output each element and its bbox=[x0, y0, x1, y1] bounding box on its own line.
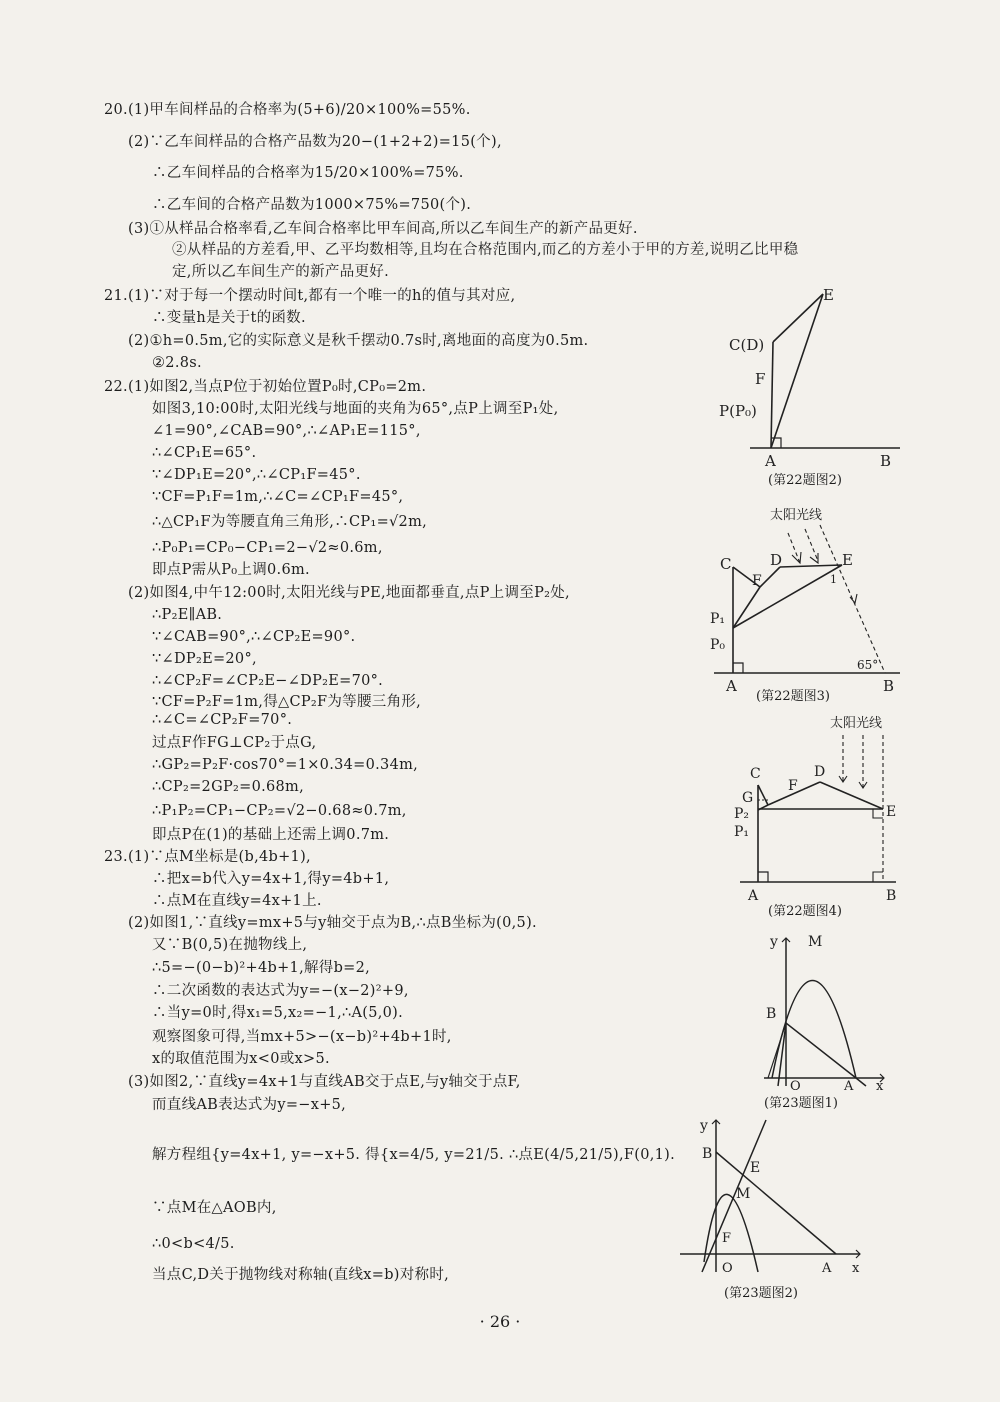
label-b: B bbox=[766, 1006, 777, 1022]
label-cd: C(D) bbox=[729, 336, 765, 354]
sunlight-label: 太阳光线 bbox=[770, 508, 823, 523]
q22-line: ∴∠C=∠CP₂F=70°. bbox=[152, 712, 293, 728]
label-o: O bbox=[722, 1261, 733, 1276]
figure-22-4 bbox=[728, 710, 908, 919]
label-e: E bbox=[842, 551, 853, 569]
q23-line: 当点C,D关于抛物线对称轴(直线x=b)对称时, bbox=[152, 1267, 450, 1283]
q23-line: 观察图象可得,当mx+5>−(x−b)²+4b+1时, bbox=[152, 1029, 452, 1045]
q22-line: 如图3,10:00时,太阳光线与地面的夹角为65°,点P上调至P₁处, bbox=[152, 401, 559, 417]
q22-line: ∴GP₂=P₂F·cos70°=1×0.34=0.34m, bbox=[152, 757, 419, 773]
label-e: E bbox=[886, 804, 897, 820]
q23-line: ∴0<b<4/5. bbox=[152, 1236, 235, 1252]
label-a: A bbox=[765, 452, 776, 470]
label-b: B bbox=[880, 452, 892, 470]
figure-caption: (第23题图2) bbox=[724, 1286, 798, 1301]
figure-23-2 bbox=[676, 1112, 866, 1301]
label-y: y bbox=[770, 934, 778, 950]
q20-part2-rate: ∴乙车间样品的合格率为15/20×100%=75%. bbox=[152, 165, 464, 181]
label-f: F bbox=[752, 573, 762, 589]
label-f: F bbox=[755, 370, 766, 388]
page-number: · 26 · bbox=[479, 1312, 521, 1331]
q22-line: ∴∠CP₁E=65°. bbox=[152, 445, 257, 461]
q22-line: ∴P₀P₁=CP₀−CP₁=2−√2≈0.6m, bbox=[152, 540, 383, 556]
q22-line: ∵∠DP₂E=20°, bbox=[152, 651, 257, 667]
label-a: A bbox=[726, 677, 737, 695]
label-y: y bbox=[700, 1118, 708, 1134]
q23-line: ∴5=−(0−b)²+4b+1,解得b=2, bbox=[152, 960, 371, 976]
label-f: F bbox=[722, 1231, 732, 1246]
q21-part2-b: ②2.8s. bbox=[152, 355, 202, 371]
q22-line: ∠1=90°,∠CAB=90°,∴∠AP₁E=115°, bbox=[152, 423, 421, 439]
label-a: A bbox=[748, 888, 759, 904]
q23-line: ∴把x=b代入y=4x+1,得y=4b+1, bbox=[152, 871, 390, 887]
q22-line: ∵CF=P₁F=1m,∴∠C=∠CP₁F=45°, bbox=[152, 489, 404, 505]
label-p0: P₀ bbox=[710, 637, 726, 653]
q23-part1: 23.(1)∵点M坐标是(b,4b+1), bbox=[104, 849, 311, 865]
label-p1: P₁ bbox=[710, 611, 726, 627]
q22-line: ∵∠DP₁E=20°,∴∠CP₁F=45°. bbox=[152, 467, 361, 483]
q20-part3-a: (3)①从样品合格率看,乙车间合格率比甲车间高,所以乙车间生产的新产品更好. bbox=[128, 221, 638, 237]
q22-part2: (2)如图4,中午12:00时,太阳光线与PE,地面都垂直,点P上调至P₂处, bbox=[128, 585, 570, 601]
q22-line: ∵∠CAB=90°,∴∠CP₂E=90°. bbox=[152, 629, 356, 645]
q23-line: ∵点M在△AOB内, bbox=[152, 1200, 277, 1216]
q23-line: 而直线AB表达式为y=−x+5, bbox=[152, 1097, 347, 1113]
label-p2: P₂ bbox=[734, 806, 750, 822]
q23-part2: (2)如图1,∵直线y=mx+5与y轴交于点为B,∴点B坐标为(0,5). bbox=[128, 915, 537, 931]
label-angle-1: 1 bbox=[830, 573, 837, 586]
q20-part3-b: ②从样品的方差看,甲、乙平均数相等,且均在合格范围内,而乙的方差小于甲的方差,说明乙比甲稳 bbox=[172, 242, 799, 258]
q21-part1-b: ∴变量h是关于t的函数. bbox=[152, 310, 306, 326]
label-a: A bbox=[844, 1079, 854, 1093]
q22-line: ∴△CP₁F为等腰直角三角形,∴CP₁=√2m, bbox=[152, 514, 428, 530]
label-f: F bbox=[788, 778, 798, 794]
q22-line: ∴P₁P₂=CP₁−CP₂=√2−0.68≈0.7m, bbox=[152, 803, 407, 819]
q22-part1: 22.(1)如图2,当点P位于初始位置P₀时,CP₀=2m. bbox=[104, 379, 427, 395]
label-p1: P₁ bbox=[734, 824, 750, 840]
label-m: M bbox=[736, 1186, 751, 1202]
label-d: D bbox=[770, 551, 783, 569]
label-g: G bbox=[742, 790, 754, 806]
label-m: M bbox=[808, 934, 823, 950]
q23-line: ∴点M在直线y=4x+1上. bbox=[152, 893, 322, 909]
label-p: P(P₀) bbox=[719, 402, 757, 420]
label-c: C bbox=[750, 766, 761, 782]
q23-line: ∴当y=0时,得x₁=5,x₂=−1,∴A(5,0). bbox=[152, 1005, 404, 1021]
q23-part3: (3)如图2,∵直线y=4x+1与直线AB交于点E,与y轴交于点F, bbox=[128, 1074, 521, 1090]
q22-line: 过点F作FG⊥CP₂于点G, bbox=[152, 735, 317, 751]
figure-caption: (第22题图4) bbox=[768, 904, 842, 919]
label-b: B bbox=[883, 677, 895, 695]
sunlight-label: 太阳光线 bbox=[830, 716, 883, 731]
q21-part1: 21.(1)∵对于每一个摆动时间t,都有一个唯一的h的值与其对应, bbox=[104, 288, 516, 304]
q20-part2: (2)∵乙车间样品的合格产品数为20−(1+2+2)=15(个), bbox=[128, 134, 502, 150]
figure-caption: (第22题图2) bbox=[768, 473, 842, 488]
q22-line: ∴∠CP₂F=∠CP₂E−∠DP₂E=70°. bbox=[152, 673, 384, 689]
q20-part2-count: ∴乙车间的合格产品数为1000×75%=750(个). bbox=[152, 197, 472, 213]
label-o: O bbox=[790, 1079, 801, 1093]
figure-22-2 bbox=[715, 280, 905, 488]
figure-caption: (第23题图1) bbox=[764, 1096, 838, 1111]
q22-line: 即点P需从P₀上调0.6m. bbox=[152, 562, 310, 578]
label-b: B bbox=[886, 888, 897, 904]
label-x: x bbox=[852, 1261, 860, 1276]
q21-part2: (2)①h=0.5m,它的实际意义是秋千摆动0.7s时,离地面的高度为0.5m. bbox=[128, 333, 589, 349]
label-b: B bbox=[702, 1146, 713, 1162]
q23-line: 又∵B(0,5)在抛物线上, bbox=[152, 937, 308, 953]
figure-22-3 bbox=[700, 503, 910, 703]
label-e: E bbox=[823, 286, 834, 304]
q20-part1: 20.(1)甲车间样品的合格率为(5+6)/20×100%=55%. bbox=[104, 102, 471, 118]
label-a: A bbox=[822, 1261, 832, 1276]
q22-line: ∴P₂E∥AB. bbox=[152, 607, 223, 623]
label-e: E bbox=[750, 1160, 761, 1176]
q23-line: x的取值范围为x<0或x>5. bbox=[152, 1051, 330, 1067]
q23-equation-system: 解方程组{y=4x+1, y=−x+5. 得{x=4/5, y=21/5. ∴点E(4/5,21/5),F(0,1). bbox=[152, 1147, 676, 1163]
q20-part3-c: 定,所以乙车间生产的新产品更好. bbox=[172, 264, 390, 280]
q23-line: ∴二次函数的表达式为y=−(x−2)²+9, bbox=[152, 983, 409, 999]
label-c: C bbox=[720, 555, 732, 573]
label-d: D bbox=[814, 764, 826, 780]
q22-line: ∴CP₂=2GP₂=0.68m, bbox=[152, 779, 305, 795]
label-65: 65° bbox=[857, 658, 879, 672]
q22-line: 即点P在(1)的基础上还需上调0.7m. bbox=[152, 827, 390, 843]
figure-23-1 bbox=[756, 928, 896, 1111]
label-x: x bbox=[876, 1079, 884, 1093]
figure-caption: (第22题图3) bbox=[756, 689, 830, 704]
q22-line: ∵CF=P₂F=1m,得△CP₂F为等腰三角形, bbox=[152, 694, 422, 710]
